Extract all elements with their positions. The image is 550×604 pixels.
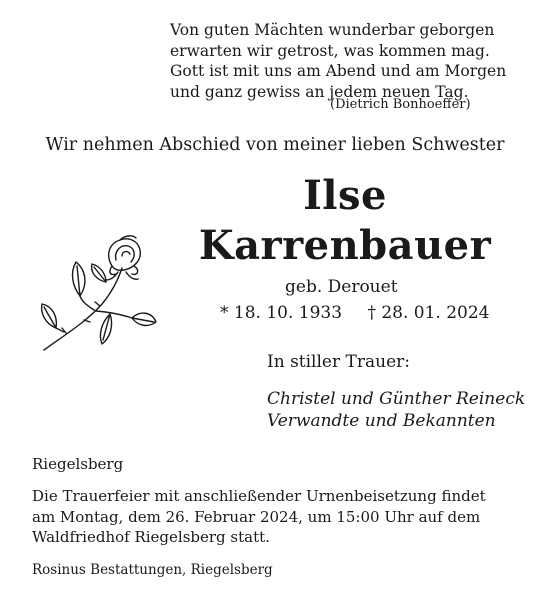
funeral-line: am Montag, dem 26. Februar 2024, um 15:00 Uhr auf dem xyxy=(32,507,481,526)
death-date: † 28. 01. 2024 xyxy=(367,303,490,323)
intro-text: Wir nehmen Abschied von meiner lieben Schwester xyxy=(45,135,505,155)
life-dates xyxy=(220,303,490,323)
place-name: Riegelsberg xyxy=(32,455,124,473)
funeral-notice xyxy=(32,486,522,548)
maiden-name: geb. Derouet xyxy=(285,277,398,297)
deceased-first-name: Ilse xyxy=(303,172,387,219)
undertaker-name: Rosinus Bestattungen, Riegelsberg xyxy=(32,562,273,578)
mourner-line: Christel und Günther Reineck xyxy=(267,389,526,409)
poem-author: (Dietrich Bonhoeffer) xyxy=(330,97,471,112)
deceased-last-name: Karrenbauer xyxy=(198,222,492,269)
poem-line: Gott ist mit uns am Abend und am Morgen xyxy=(170,62,507,80)
mourning-heading: In stiller Trauer: xyxy=(267,352,410,372)
poem-line: und ganz gewiss an jedem neuen Tag. xyxy=(170,82,469,101)
birth-date: * 18. 10. 1933 xyxy=(220,303,343,323)
funeral-line: Waldfriedhof Riegelsberg statt. xyxy=(32,528,270,546)
funeral-line: Die Trauerfeier mit anschließender Urnenbeisetzung findet xyxy=(32,487,486,505)
poem-line: Von guten Mächten wunderbar geborgen xyxy=(170,21,495,39)
mourners-list xyxy=(267,388,525,432)
mourner-line: Verwandte und Bekannten xyxy=(267,411,496,431)
poem-line: erwarten wir getrost, was kommen mag. xyxy=(170,41,490,60)
rose-icon xyxy=(36,232,166,357)
poem-quote xyxy=(170,20,530,102)
